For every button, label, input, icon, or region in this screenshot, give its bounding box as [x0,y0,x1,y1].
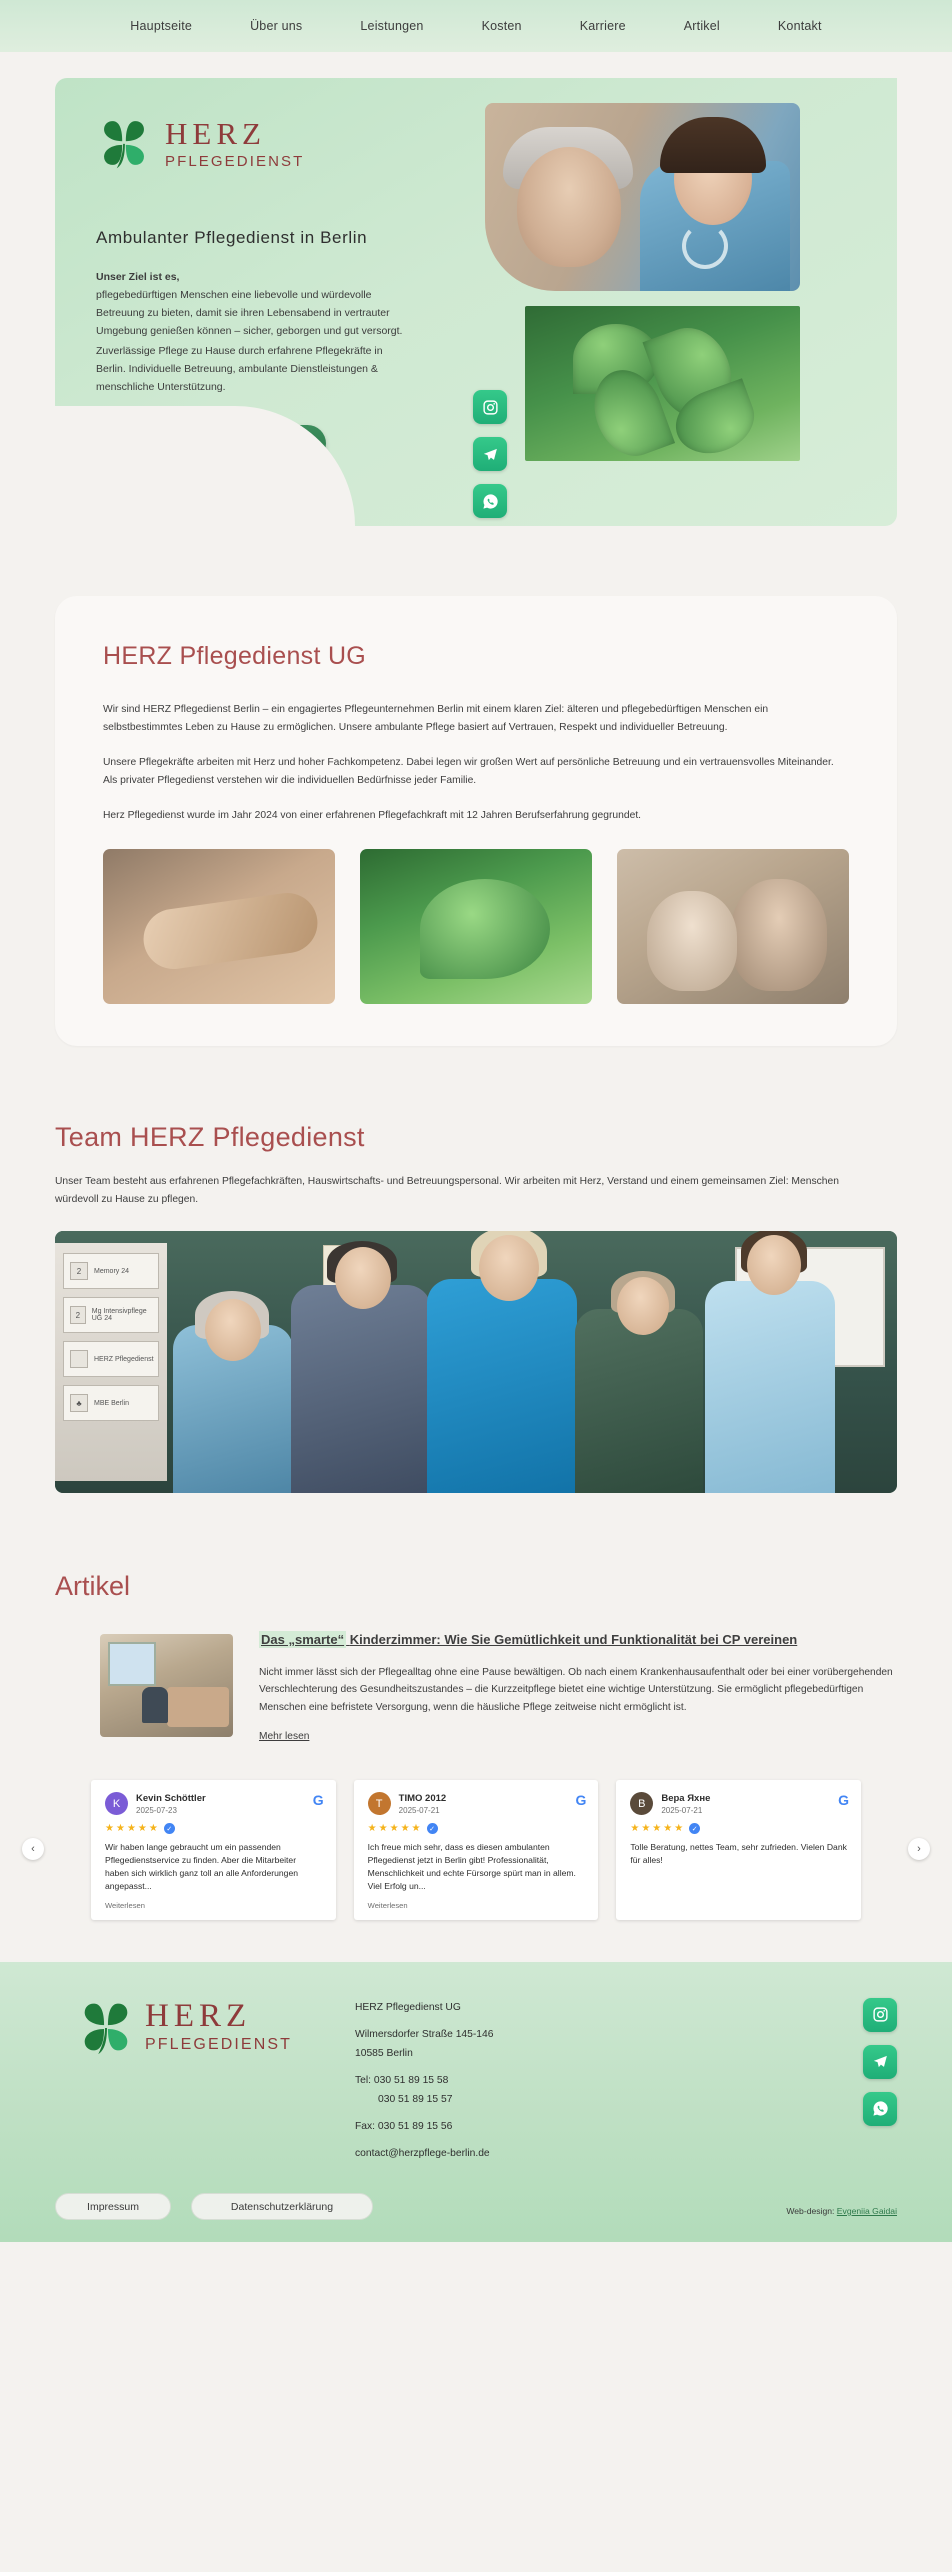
hero-image-clover [525,306,800,461]
about-image-handshake [103,849,335,1004]
hero-paragraph-1: pflegebedürftigen Menschen eine liebevolle und würdevolle Betreuung zu bieten, damit sie ihren Lebensabend in vertrauter Umgebung genießen können – sicher, geborgen und gut versorgt. [96,289,403,338]
footer-email[interactable]: contact@herzpflege-berlin.de [355,2147,490,2159]
nav-item-kosten[interactable]: Kosten [481,19,522,33]
team-member-4 [575,1309,703,1493]
instagram-icon[interactable] [473,390,507,424]
article-item [55,1630,897,1742]
nav-item-ueber-uns[interactable]: Über uns [250,19,303,33]
hero-image-care [485,103,800,291]
board-row-number-1: 2 [70,1262,88,1280]
hero-paragraphs [96,268,406,396]
footer-brand-subtitle: PFLEGEDIENST [145,2035,293,2053]
nav-item-karriere[interactable]: Karriere [579,19,626,33]
webdesign-credit [786,2206,897,2216]
datenschutz-link[interactable]: Datenschutzerklärung [191,2193,373,2220]
board-row-number-3 [70,1350,88,1368]
team-title: Team HERZ Pflegedienst [55,1122,365,1153]
telegram-icon[interactable] [863,2045,897,2079]
article-title-highlight: Das „smarte“ [261,1632,345,1648]
about-paragraph-2: Unsere Pflegekräfte arbeiten mit Herz und hoher Fachkompetenz. Dabei legen wir großen Wert auf persönliche Betreuung und ein vertrauensvolles Miteinander. Als privater Pflegedienst verstehen wir die individuellen Bedürfnisse jeder Familie. [103,757,834,787]
article-thumbnail[interactable] [100,1634,233,1737]
board-logo-mark: ♣ [70,1394,88,1412]
articles-section [0,1571,952,1742]
footer-fax-label: Fax: [355,2120,376,2132]
nav-item-kontakt[interactable]: Kontakt [777,19,822,33]
verified-icon: ✓ [164,1823,175,1834]
review-date: 2025-07-23 [136,1805,177,1815]
article-title-rest: Kinderzimmer: Wie Sie Gemütlichkeit und Funktionalität bei CP vereinen [349,1632,798,1648]
clover-icon [95,114,153,172]
footer-street: Wilmersdorfer Straße 145-146 [355,2028,494,2040]
hero-heading: Ambulanter Pflegedienst in Berlin [96,228,368,247]
review-card[interactable] [91,1780,336,1920]
about-gallery [103,849,849,1004]
board-row-caption-1: Memory 24 [94,1267,130,1275]
review-card[interactable] [616,1780,861,1920]
article-read-more-link[interactable]: Mehr lesen [259,1731,310,1743]
google-icon: G [312,1792,324,1809]
footer-city: 10585 Berlin [355,2047,413,2059]
office-board [55,1243,167,1481]
board-label: MBE Berlin [94,1399,130,1407]
verified-icon: ✓ [427,1823,438,1834]
google-icon: G [838,1792,850,1809]
whatsapp-icon[interactable] [473,484,507,518]
team-member-1 [173,1325,293,1493]
nav-item-hauptseite[interactable]: Hauptseite [130,19,193,33]
review-card[interactable] [354,1780,599,1920]
board-row-number-2: 2 [70,1306,86,1324]
review-author: TIMO 2012 [398,1792,447,1804]
review-expand-link[interactable]: Weiterlesen [367,1900,408,1910]
rating-stars: ★ ★ ★ ★ ★ ✓ [105,1823,322,1834]
about-paragraph-3: Herz Pflegedienst wurde im Jahr 2024 von einer erfahrenen Pflegefachkraft mit 12 Jahren Berufserfahrung gegrundet. [103,810,642,822]
webdesign-author-link[interactable]: Evgeniia Gaidai [836,2206,897,2217]
instagram-icon[interactable] [863,1998,897,2032]
footer-legal-links [55,2193,897,2220]
footer-brand-name: HERZ [145,1997,252,2034]
hero-lead: Unser Ziel ist es, [96,271,180,283]
brand-text [165,116,304,170]
footer-social-links [863,1998,897,2126]
about-image-care [617,849,849,1004]
footer-tel-label: Tel: [355,2074,372,2086]
review-author: Вера Яхне [661,1792,711,1804]
footer-tel-1[interactable]: 030 51 89 15 58 [373,2074,449,2086]
review-author: Kevin Schöttler [136,1792,206,1804]
footer-tel-2[interactable]: 030 51 89 15 57 [378,2093,453,2105]
team-photo [55,1231,897,1493]
review-text: Wir haben lange gebraucht um ein passenden Pflegedienstservice zu finden. Aber die Mitarbeiter haben sich wirklich ganz toll an alle Anforderungen angepasst... [105,1842,299,1891]
nav-item-artikel[interactable]: Artikel [683,19,720,33]
about-paragraph-1: Wir sind HERZ Pflegedienst Berlin – ein engagiertes Pflegeunternehmen Berlin mit einem klaren Ziel: älteren und pflegebedürftigen Menschen ein selbstbestimmtes Leben zu Hause zu ermöglichen. Unsere ambulante Pflege basiert auf Vertrauen, Respekt und individueller Betreuung. [103,704,769,734]
about-image-clover [360,849,592,1004]
google-icon: G [575,1792,587,1809]
avatar: T [368,1792,391,1815]
whatsapp-icon[interactable] [863,2092,897,2126]
team-member-2 [291,1285,431,1493]
clover-icon [75,1996,133,2054]
rating-stars: ★ ★ ★ ★ ★ ✓ [630,1823,847,1834]
team-member-3 [427,1279,577,1493]
main-navigation [0,0,952,52]
article-excerpt: Nicht immer lässt sich der Pflegealltag ohne eine Pause bewältigen. Ob nach einem Krankenhausaufenthalt oder bei einer vorübergehenden Verschlechterung des Gesundheitszustandes – die Kurzzeitpflege bietet eine wichtige Unterstützung. Sie ermöglicht pflegebedürftigen Menschen eine befristete Versorgung, wenn die häusliche Pflege zeitweise nicht ermöglicht ist. [259,1666,893,1714]
footer-fax: 030 51 89 15 56 [377,2120,453,2132]
hero-social-links [473,390,507,518]
brand-subtitle: PFLEGEDIENST [165,153,305,170]
brand-name: HERZ [165,116,266,151]
team-text: Unser Team besteht aus erfahrenen Pflegefachkräften, Hauswirtschafts- und Betreuungspersonal. Wir arbeiten mit Herz, Verstand und einem gemeinsamen Ziel: Menschen würdevoll zu Hause zu pflegen. [55,1176,839,1206]
footer-company: HERZ Pflegedienst UG [355,2001,461,2013]
board-row-caption-3: HERZ Pflegedienst [94,1355,154,1363]
site-footer [0,1962,952,2242]
reviews-next-arrow[interactable]: › [908,1838,930,1860]
hero-paragraph-2: Zuverlässige Pflege zu Hause durch erfahrene Pflegekräfte in Berlin. Individuelle Betreuung, ambulante Dienstleistungen & menschliche Unterstützung. [96,345,383,394]
reviews-carousel [0,1780,952,1920]
about-title: HERZ Pflegedienst UG [103,642,367,670]
verified-icon: ✓ [689,1823,700,1834]
articles-title: Artikel [55,1571,131,1602]
hero-section [0,78,952,526]
brand-logo[interactable] [95,114,304,172]
article-title-link[interactable] [259,1630,797,1650]
board-row-caption-2: Mg Intensivpflege UG 24 [91,1308,147,1323]
review-text: Tolle Beratung, nettes Team, sehr zufrieden. Vielen Dank für alles! [630,1842,847,1866]
review-date: 2025-07-21 [398,1805,440,1815]
about-section [55,596,897,1046]
impressum-link[interactable]: Impressum [55,2193,171,2220]
nav-item-leistungen[interactable]: Leistungen [360,19,424,33]
team-member-5 [705,1281,835,1493]
review-text: Ich freue mich sehr, dass es diesen ambulanten Pflegedienst jetzt in Berlin gibt! Professionalität, Menschlichkeit und echte Fürsorge spürt man in allem. Viel Erfolg un... [367,1842,576,1891]
webdesign-label: Web-design: [786,2206,835,2217]
avatar: В [630,1792,653,1815]
avatar: K [105,1792,128,1815]
rating-stars: ★ ★ ★ ★ ★ ✓ [368,1823,585,1834]
review-date: 2025-07-21 [661,1805,703,1815]
telegram-icon[interactable] [473,437,507,471]
reviews-prev-arrow[interactable]: ‹ [22,1838,44,1860]
footer-logo[interactable] [55,1996,355,2163]
footer-contact [355,1996,494,2163]
review-expand-link[interactable]: Weiterlesen [105,1900,145,1910]
team-section [0,1122,952,1493]
